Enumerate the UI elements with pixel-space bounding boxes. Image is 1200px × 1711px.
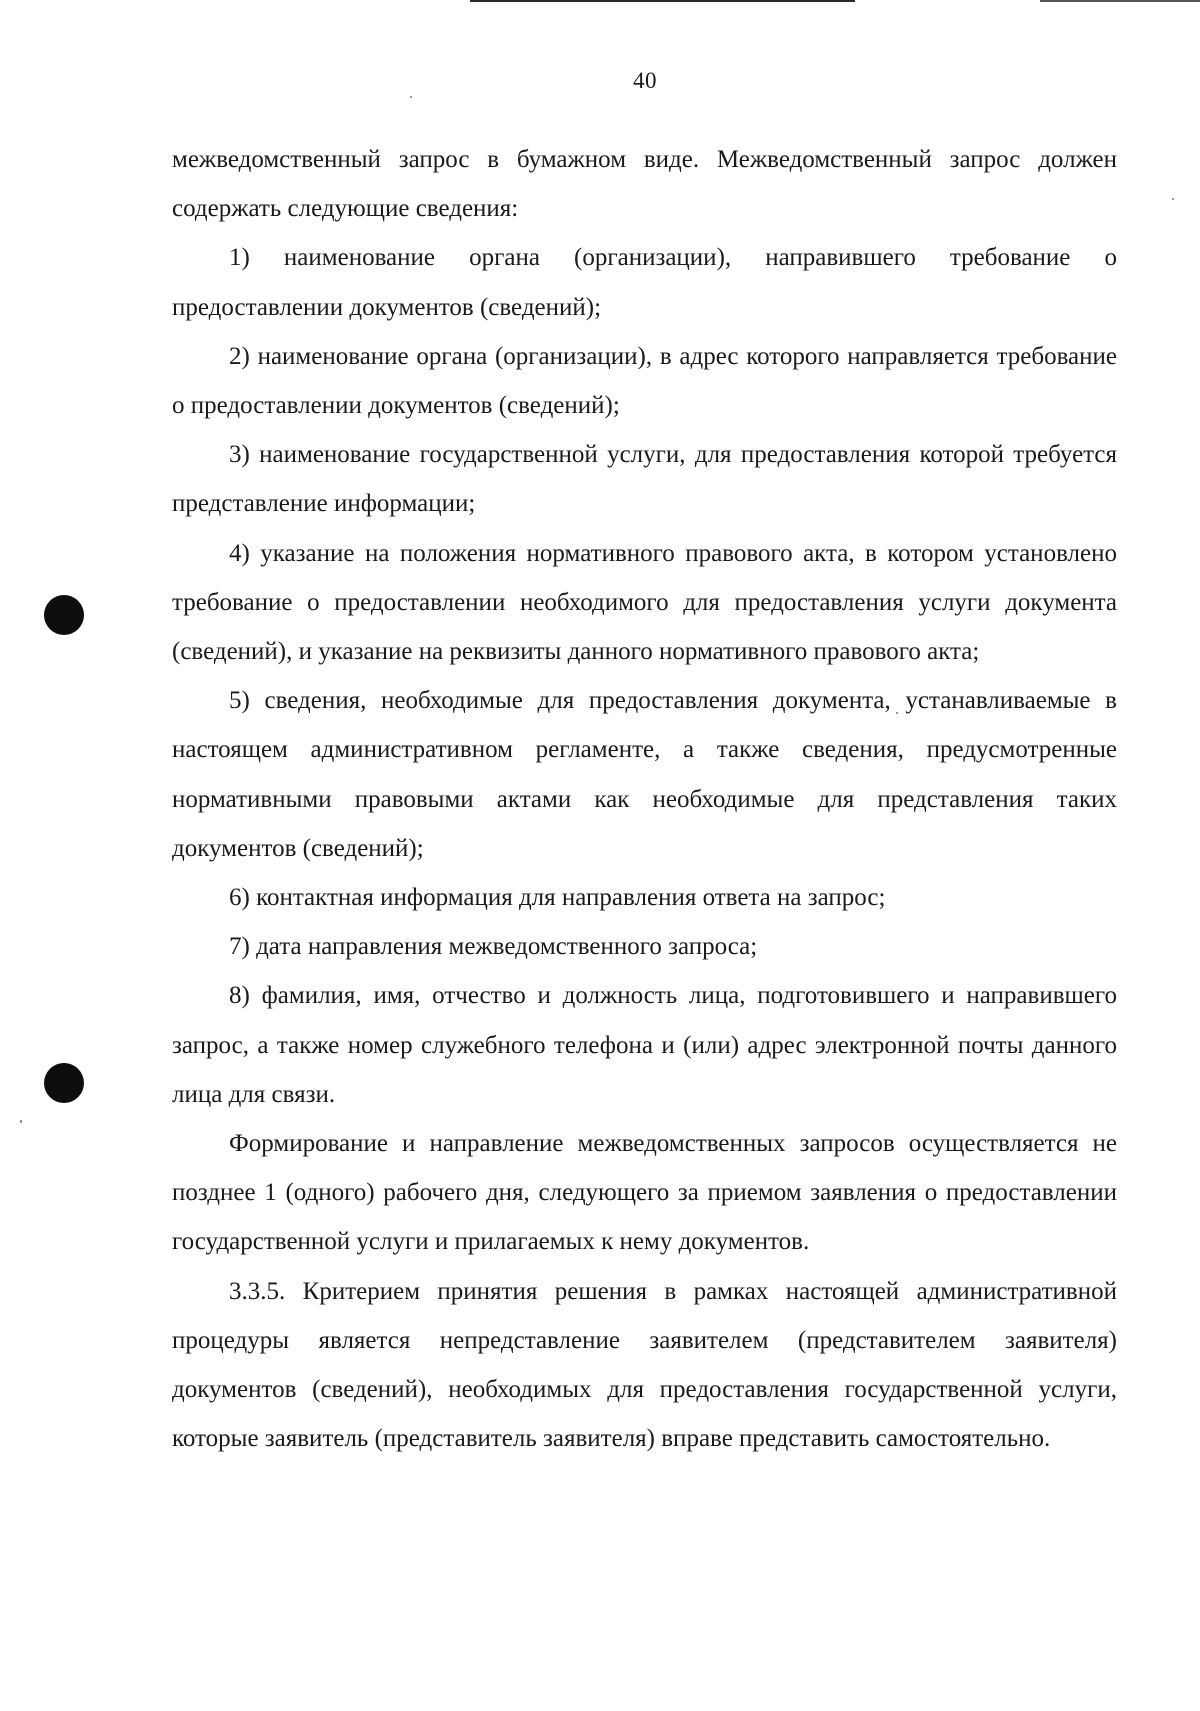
paragraph-item-3: 3) наименование государственной услуги, для предоставления которой требуется представление информации;: [172, 441, 1117, 518]
scan-speck: [1172, 198, 1174, 200]
scan-speck: [410, 96, 412, 98]
document-body: [172, 135, 1117, 1463]
scan-edge-line: [470, 0, 855, 2]
paragraph-item-8: 8) фамилия, имя, отчество и должность лица, подготовившего и направившего запрос, а также номер служебного телефона и (или) адрес электронной почты данного лица для связи.: [172, 982, 1117, 1108]
paragraph-item-2: 2) наименование органа (организации), в адрес которого направляется требование о предоставлении документов (сведений);: [172, 342, 1117, 420]
scan-edge-line: [1040, 0, 1200, 2]
paragraph-item-7: 7) дата направления межведомственного запроса;: [229, 933, 758, 961]
paragraph-section-3-3-5: 3.3.5. Критерием принятия решения в рамках настоящей административной процедуры является непредставление заявителем (представителем заявителя) документов (сведений), необходимых для предоставления государственной услуги, которые заявитель (представитель заявителя) вправе представить самостоятельно.: [172, 1277, 1117, 1453]
paragraph-item-5: 5) сведения, необходимые для предоставления документа, устанавливаемые в настоящем административном регламенте, а также сведения, предусмотренные нормативными правовыми актами как необходимые для представления таких документов (сведений);: [172, 687, 1117, 862]
punch-hole: [44, 1063, 84, 1103]
page-number: 40: [633, 68, 657, 93]
scan-speck: [20, 1120, 22, 1123]
paragraph-item-4: 4) указание на положения нормативного правового акта, в котором установлено требование о предоставлении необходимого для предоставления услуги документа (сведений), и указание на реквизиты данного нормативного правового акта;: [172, 539, 1117, 666]
paragraph-formation: Формирование и направление межведомственных запросов осуществляется не позднее 1 (одного) рабочего дня, следующего за приемом заявления о предоставлении государственной услуги и прилагаемых к нему документов.: [172, 1130, 1117, 1256]
paragraph-item-6: 6) контактная информация для направления ответа на запрос;: [229, 884, 886, 912]
paragraph-item-1: 1) наименование органа (организации), направившего требование о предоставлении документов (сведений);: [172, 244, 1117, 321]
paragraph-intro: межведомственный запрос в бумажном виде. Межведомственный запрос должен содержать следующие сведения:: [172, 146, 1117, 223]
punch-hole: [44, 595, 84, 635]
